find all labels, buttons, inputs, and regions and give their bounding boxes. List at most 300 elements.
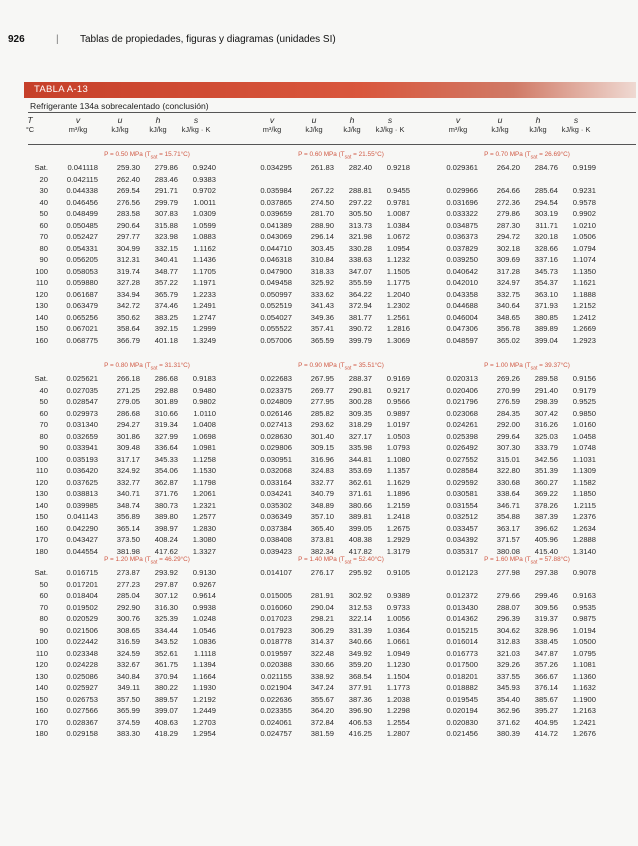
s-cell: 1.1258 bbox=[192, 454, 216, 464]
pressure-caption bbox=[442, 362, 612, 371]
s-cell: 1.2554 bbox=[386, 717, 410, 727]
u-cell: 264.66 bbox=[496, 186, 520, 195]
page-number: 926 bbox=[8, 34, 25, 45]
h-cell: 313.73 bbox=[348, 220, 372, 230]
s-cell: 1.0795 bbox=[572, 648, 596, 658]
s-cell: 1.1632 bbox=[572, 683, 596, 692]
h-cell: 360.27 bbox=[534, 477, 558, 487]
h-cell: 353.69 bbox=[348, 466, 372, 475]
s-cell: 0.9875 bbox=[572, 614, 596, 623]
s-cell: 1.0672 bbox=[386, 232, 410, 241]
v-cell: 0.029806 bbox=[260, 443, 292, 452]
pressure-label: P = 0.90 MPa (T bbox=[298, 362, 345, 369]
v-cell: 0.037829 bbox=[446, 243, 478, 253]
u-cell: 302.18 bbox=[496, 243, 520, 253]
s-cell: 1.0160 bbox=[572, 420, 596, 429]
h-cell: 385.67 bbox=[534, 694, 558, 704]
v-cell: 0.018201 bbox=[446, 671, 478, 681]
s-cell: 1.2449 bbox=[192, 706, 216, 715]
u-cell: 345.93 bbox=[496, 683, 520, 692]
header-symbol-t: T bbox=[27, 115, 33, 125]
v-cell: 0.025398 bbox=[446, 431, 478, 441]
h-cell: 321.98 bbox=[348, 232, 372, 241]
s-cell: 1.2491 bbox=[192, 301, 216, 310]
s-cell: 1.2302 bbox=[386, 301, 410, 310]
v-cell: 0.015005 bbox=[260, 591, 292, 600]
h-cell: 293.92 bbox=[154, 568, 178, 577]
u-cell: 287.30 bbox=[496, 220, 520, 230]
u-cell: 373.81 bbox=[310, 535, 334, 544]
s-cell: 1.1074 bbox=[572, 255, 596, 264]
u-cell: 350.62 bbox=[116, 312, 140, 322]
v-cell: 0.033941 bbox=[66, 443, 98, 452]
v-cell: 0.037625 bbox=[66, 477, 98, 487]
s-cell: 1.2577 bbox=[192, 512, 216, 521]
u-cell: 382.34 bbox=[310, 546, 334, 556]
h-cell: 325.39 bbox=[154, 614, 178, 623]
h-cell: 374.46 bbox=[154, 301, 178, 310]
h-cell: 301.89 bbox=[154, 397, 178, 406]
h-cell: 316.30 bbox=[154, 602, 178, 612]
u-cell: 277.98 bbox=[496, 568, 520, 577]
s-cell: 1.0110 bbox=[193, 408, 216, 418]
v-cell: 0.043427 bbox=[66, 535, 98, 544]
v-cell: 0.039985 bbox=[66, 500, 98, 510]
s-cell: 1.2669 bbox=[572, 324, 596, 333]
temperature-cell: 80 bbox=[39, 614, 48, 623]
v-cell: 0.050997 bbox=[260, 289, 292, 299]
v-cell: 0.032068 bbox=[260, 466, 292, 475]
u-cell: 308.65 bbox=[116, 625, 140, 635]
s-cell: 0.9163 bbox=[572, 591, 596, 600]
h-cell: 309.35 bbox=[348, 408, 372, 418]
u-cell: 354.40 bbox=[496, 694, 520, 704]
s-cell: 1.0661 bbox=[386, 637, 410, 646]
s-cell: 1.1896 bbox=[386, 489, 410, 498]
s-cell: 1.0794 bbox=[572, 243, 596, 253]
temperature-cell: 40 bbox=[39, 385, 48, 395]
temperature-cell: 50 bbox=[39, 579, 48, 589]
pressure-caption bbox=[256, 151, 426, 160]
h-cell: 357.22 bbox=[154, 278, 178, 287]
v-cell: 0.012372 bbox=[446, 591, 478, 600]
v-cell: 0.016715 bbox=[66, 568, 98, 577]
s-cell: 1.0949 bbox=[386, 648, 410, 658]
temperature-cell: 160 bbox=[35, 335, 48, 345]
u-cell: 277.23 bbox=[116, 579, 140, 589]
u-cell: 347.24 bbox=[310, 683, 334, 692]
u-cell: 324.97 bbox=[496, 278, 520, 287]
v-cell: 0.032659 bbox=[66, 431, 98, 441]
pressure-label: P = 0.80 MPa (T bbox=[104, 362, 151, 369]
pressure-label: P = 1.00 MPa (T bbox=[484, 362, 531, 369]
v-cell: 0.061687 bbox=[66, 289, 98, 299]
u-cell: 292.90 bbox=[116, 602, 140, 612]
sat-subscript: sat bbox=[530, 365, 538, 372]
v-cell: 0.020388 bbox=[260, 660, 292, 669]
temperature-cell: 160 bbox=[35, 706, 48, 715]
s-cell: 1.2412 bbox=[572, 312, 596, 322]
v-cell: 0.049458 bbox=[260, 278, 292, 287]
saturation-temperature: = 57.88°C) bbox=[537, 556, 570, 563]
h-cell: 307.83 bbox=[154, 209, 178, 218]
h-cell: 345.33 bbox=[154, 454, 178, 464]
v-cell: 0.065256 bbox=[66, 312, 98, 322]
h-cell: 354.37 bbox=[534, 278, 558, 287]
pressure-label: P = 0.50 MPa (T bbox=[104, 151, 151, 158]
u-cell: 365.02 bbox=[496, 335, 520, 345]
s-cell: 1.1888 bbox=[572, 289, 596, 299]
h-cell: 355.59 bbox=[348, 278, 372, 287]
v-cell: 0.018404 bbox=[66, 591, 98, 600]
s-cell: 1.1971 bbox=[192, 278, 216, 287]
u-cell: 300.76 bbox=[116, 614, 140, 623]
v-cell: 0.019545 bbox=[446, 694, 478, 704]
h-cell: 354.06 bbox=[154, 466, 178, 475]
u-cell: 318.33 bbox=[310, 266, 334, 276]
h-cell: 361.75 bbox=[154, 660, 178, 669]
s-cell: 1.2954 bbox=[192, 729, 216, 738]
temperature-cell: 110 bbox=[35, 466, 48, 475]
u-cell: 283.58 bbox=[116, 209, 140, 218]
temperature-cell: 80 bbox=[39, 243, 48, 253]
h-cell: 362.87 bbox=[154, 477, 178, 487]
s-cell: 1.0364 bbox=[386, 625, 410, 635]
h-cell: 387.39 bbox=[534, 512, 558, 521]
s-cell: 1.1621 bbox=[572, 278, 596, 287]
temperature-cell: 110 bbox=[35, 278, 48, 287]
h-cell: 302.92 bbox=[348, 591, 372, 600]
s-cell: 1.0210 bbox=[572, 220, 596, 230]
h-cell: 347.87 bbox=[534, 648, 558, 658]
h-cell: 319.34 bbox=[154, 420, 178, 429]
h-cell: 299.46 bbox=[534, 591, 558, 600]
u-cell: 324.83 bbox=[310, 466, 334, 475]
s-cell: 1.1081 bbox=[572, 660, 596, 669]
v-cell: 0.031340 bbox=[66, 420, 98, 429]
u-cell: 290.64 bbox=[116, 220, 140, 230]
s-cell: 0.9902 bbox=[572, 209, 596, 218]
u-cell: 294.72 bbox=[496, 232, 520, 241]
h-cell: 330.28 bbox=[348, 243, 372, 253]
h-cell: 351.39 bbox=[534, 466, 558, 475]
temperature-cell: 110 bbox=[35, 648, 48, 658]
temperature-cell: 130 bbox=[35, 301, 48, 310]
u-cell: 269.54 bbox=[116, 186, 140, 195]
u-cell: 337.55 bbox=[496, 671, 520, 681]
u-cell: 371.62 bbox=[496, 717, 520, 727]
pressure-label: P = 1.40 MPa (T bbox=[298, 556, 345, 563]
temperature-cell: 130 bbox=[35, 671, 48, 681]
s-cell: 1.0056 bbox=[386, 614, 410, 623]
h-cell: 390.72 bbox=[348, 324, 372, 333]
v-cell: 0.035317 bbox=[446, 546, 478, 556]
h-cell: 417.82 bbox=[348, 546, 372, 556]
h-cell: 348.77 bbox=[154, 266, 178, 276]
header-unit: m³/kg bbox=[68, 125, 88, 134]
header-unit: kJ/kg · K bbox=[375, 125, 405, 134]
u-cell: 340.71 bbox=[116, 489, 140, 498]
u-cell: 362.96 bbox=[496, 706, 520, 715]
temperature-cell: 30 bbox=[39, 186, 48, 195]
s-cell: 1.2163 bbox=[572, 706, 596, 715]
s-cell: 1.1357 bbox=[386, 466, 410, 475]
saturation-temperature: = 35.51°C) bbox=[351, 362, 384, 369]
pressure-caption bbox=[256, 556, 426, 565]
s-cell: 1.3069 bbox=[386, 335, 410, 345]
v-cell: 0.029973 bbox=[66, 408, 98, 418]
h-cell: 283.46 bbox=[154, 174, 178, 184]
s-cell: 1.0248 bbox=[192, 614, 216, 623]
u-cell: 296.14 bbox=[310, 232, 334, 241]
h-cell: 323.98 bbox=[154, 232, 178, 241]
saturation-temperature: = 21.55°C) bbox=[351, 151, 384, 158]
s-cell: 1.2159 bbox=[386, 500, 410, 510]
h-cell: 399.05 bbox=[348, 523, 372, 533]
s-cell: 1.0981 bbox=[192, 443, 216, 452]
u-cell: 329.26 bbox=[496, 660, 520, 669]
s-cell: 0.9105 bbox=[386, 568, 410, 577]
s-cell: 0.9199 bbox=[572, 163, 596, 172]
header-rule-bottom bbox=[28, 144, 636, 145]
u-cell: 292.00 bbox=[496, 420, 520, 429]
v-cell: 0.022683 bbox=[260, 374, 292, 383]
h-cell: 344.81 bbox=[348, 454, 372, 464]
v-cell: 0.052519 bbox=[260, 301, 292, 310]
v-cell: 0.018778 bbox=[260, 637, 292, 646]
temperature-cell: 160 bbox=[35, 523, 48, 533]
v-cell: 0.026492 bbox=[446, 443, 478, 452]
h-cell: 295.92 bbox=[348, 568, 372, 577]
pressure-caption bbox=[256, 362, 426, 371]
saturation-temperature: = 39.37°C) bbox=[537, 362, 570, 369]
u-cell: 365.99 bbox=[116, 706, 140, 715]
h-cell: 399.79 bbox=[348, 335, 372, 345]
h-cell: 279.86 bbox=[154, 163, 178, 172]
temperature-cell: 140 bbox=[35, 312, 48, 322]
h-cell: 297.87 bbox=[154, 579, 178, 589]
u-cell: 372.84 bbox=[310, 717, 334, 727]
v-cell: 0.027413 bbox=[260, 420, 292, 429]
v-cell: 0.036373 bbox=[446, 232, 478, 241]
saturation-temperature: = 15.71°C) bbox=[157, 151, 190, 158]
u-cell: 281.91 bbox=[310, 591, 334, 600]
h-cell: 307.42 bbox=[534, 408, 558, 418]
v-cell: 0.024228 bbox=[66, 660, 98, 669]
s-cell: 1.0748 bbox=[572, 443, 596, 452]
h-cell: 328.96 bbox=[534, 625, 558, 635]
h-cell: 284.76 bbox=[534, 163, 558, 172]
temperature-cell: 60 bbox=[39, 591, 48, 600]
header-unit: kJ/kg bbox=[491, 125, 509, 134]
h-cell: 389.81 bbox=[348, 512, 372, 521]
v-cell: 0.052427 bbox=[66, 232, 98, 241]
v-cell: 0.025086 bbox=[66, 671, 98, 681]
h-cell: 377.91 bbox=[348, 683, 372, 692]
s-cell: 1.0503 bbox=[386, 431, 410, 441]
h-cell: 294.54 bbox=[534, 197, 558, 207]
v-cell: 0.030951 bbox=[260, 454, 292, 464]
v-cell: 0.034295 bbox=[260, 163, 292, 172]
h-cell: 285.64 bbox=[534, 186, 558, 195]
u-cell: 322.48 bbox=[310, 648, 334, 658]
u-cell: 304.62 bbox=[496, 625, 520, 635]
header-symbol: v bbox=[269, 115, 275, 125]
s-cell: 1.2816 bbox=[386, 324, 410, 333]
u-cell: 259.30 bbox=[116, 163, 140, 172]
temperature-cell: Sat. bbox=[34, 163, 48, 172]
u-cell: 315.01 bbox=[496, 454, 520, 464]
v-cell: 0.024261 bbox=[446, 420, 478, 429]
v-cell: 0.016060 bbox=[260, 602, 292, 612]
h-cell: 288.37 bbox=[348, 374, 372, 383]
u-cell: 284.35 bbox=[496, 408, 520, 418]
u-cell: 341.43 bbox=[310, 301, 334, 310]
h-cell: 401.18 bbox=[154, 335, 178, 345]
s-cell: 1.0408 bbox=[192, 420, 216, 429]
v-cell: 0.055522 bbox=[260, 324, 292, 333]
v-cell: 0.025927 bbox=[66, 683, 98, 692]
u-cell: 301.40 bbox=[310, 431, 334, 441]
s-cell: 0.9217 bbox=[386, 385, 410, 395]
h-cell: 340.66 bbox=[348, 637, 372, 646]
v-cell: 0.050485 bbox=[66, 220, 98, 230]
header-unit: kJ/kg bbox=[111, 125, 129, 134]
v-cell: 0.020529 bbox=[66, 614, 98, 623]
h-cell: 399.07 bbox=[154, 706, 178, 715]
h-cell: 288.81 bbox=[348, 186, 372, 195]
h-cell: 414.72 bbox=[534, 729, 558, 738]
s-cell: 1.3140 bbox=[572, 546, 596, 556]
u-cell: 267.95 bbox=[310, 374, 334, 383]
v-cell: 0.017923 bbox=[260, 625, 292, 635]
s-cell: 1.2038 bbox=[386, 694, 410, 704]
pressure-caption bbox=[62, 151, 232, 160]
s-cell: 1.1773 bbox=[386, 683, 410, 692]
u-cell: 309.69 bbox=[496, 255, 520, 264]
s-cell: 0.9614 bbox=[192, 591, 216, 600]
s-cell: 0.9938 bbox=[192, 602, 216, 612]
v-cell: 0.020313 bbox=[446, 374, 478, 383]
s-cell: 1.1504 bbox=[386, 671, 410, 681]
temperature-cell: 90 bbox=[39, 255, 48, 264]
u-cell: 306.29 bbox=[310, 625, 334, 635]
temperature-cell: Sat. bbox=[34, 568, 48, 577]
s-cell: 1.2418 bbox=[386, 512, 410, 521]
u-cell: 380.08 bbox=[496, 546, 520, 556]
h-cell: 282.40 bbox=[348, 163, 372, 172]
h-cell: 303.19 bbox=[534, 209, 558, 218]
h-cell: 331.39 bbox=[348, 625, 372, 635]
v-cell: 0.046456 bbox=[66, 197, 98, 207]
h-cell: 327.99 bbox=[154, 431, 178, 441]
v-cell: 0.012123 bbox=[446, 568, 478, 577]
u-cell: 381.59 bbox=[310, 729, 334, 738]
v-cell: 0.048597 bbox=[446, 335, 478, 345]
s-cell: 1.1394 bbox=[192, 660, 216, 669]
u-cell: 301.86 bbox=[116, 431, 140, 441]
s-cell: 1.2888 bbox=[572, 535, 596, 544]
h-cell: 340.41 bbox=[154, 255, 178, 264]
h-cell: 298.39 bbox=[534, 397, 558, 406]
s-cell: 1.3080 bbox=[192, 535, 216, 544]
s-cell: 0.9130 bbox=[192, 568, 216, 577]
temperature-cell: 90 bbox=[39, 625, 48, 635]
temperature-cell: 150 bbox=[35, 324, 48, 333]
u-cell: 285.82 bbox=[310, 408, 334, 418]
u-cell: 269.26 bbox=[496, 374, 520, 383]
u-cell: 277.95 bbox=[310, 397, 334, 406]
s-cell: 1.1080 bbox=[386, 454, 410, 464]
s-cell: 1.2675 bbox=[386, 523, 410, 533]
u-cell: 288.90 bbox=[310, 220, 334, 230]
v-cell: 0.068775 bbox=[66, 335, 98, 345]
s-cell: 1.2923 bbox=[572, 335, 596, 345]
s-cell: 0.9218 bbox=[386, 163, 410, 172]
v-cell: 0.026146 bbox=[260, 408, 292, 418]
sat-subscript: sat bbox=[344, 154, 352, 161]
s-cell: 1.1850 bbox=[572, 489, 596, 498]
h-cell: 389.89 bbox=[534, 324, 558, 333]
u-cell: 288.07 bbox=[496, 602, 520, 612]
u-cell: 348.74 bbox=[116, 500, 140, 510]
s-cell: 1.1118 bbox=[193, 648, 216, 658]
header-symbol: h bbox=[155, 115, 161, 125]
v-cell: 0.059880 bbox=[66, 278, 98, 287]
temperature-cell: 150 bbox=[35, 512, 48, 521]
u-cell: 365.59 bbox=[310, 335, 334, 345]
s-cell: 0.9240 bbox=[192, 163, 216, 172]
u-cell: 366.79 bbox=[116, 335, 140, 345]
u-cell: 316.96 bbox=[310, 454, 334, 464]
v-cell: 0.014107 bbox=[260, 568, 292, 577]
u-cell: 276.59 bbox=[496, 397, 520, 406]
u-cell: 319.74 bbox=[116, 266, 140, 276]
s-cell: 1.0883 bbox=[192, 232, 216, 241]
temperature-cell: 120 bbox=[35, 660, 48, 669]
h-cell: 310.66 bbox=[154, 408, 178, 418]
s-cell: 0.9183 bbox=[192, 374, 216, 383]
v-cell: 0.038408 bbox=[260, 535, 292, 544]
u-cell: 346.71 bbox=[496, 500, 520, 510]
s-cell: 1.0500 bbox=[572, 637, 596, 646]
separator: | bbox=[56, 34, 59, 45]
s-cell: 1.2152 bbox=[572, 301, 596, 310]
v-cell: 0.021155 bbox=[260, 671, 292, 681]
v-cell: 0.016773 bbox=[446, 648, 478, 658]
h-cell: 371.76 bbox=[154, 489, 178, 498]
temperature-cell: 140 bbox=[35, 683, 48, 692]
h-cell: 292.88 bbox=[154, 385, 178, 395]
v-cell: 0.039659 bbox=[260, 209, 292, 218]
s-cell: 1.2999 bbox=[192, 324, 216, 333]
s-cell: 1.2040 bbox=[386, 289, 410, 299]
saturation-temperature: = 26.69°C) bbox=[537, 151, 570, 158]
h-cell: 349.92 bbox=[348, 648, 372, 658]
v-cell: 0.028367 bbox=[66, 717, 98, 727]
v-cell: 0.067021 bbox=[66, 324, 98, 333]
v-cell: 0.028630 bbox=[260, 431, 292, 441]
v-cell: 0.017500 bbox=[446, 660, 478, 669]
v-cell: 0.024061 bbox=[260, 717, 292, 727]
h-cell: 327.17 bbox=[348, 431, 372, 441]
u-cell: 324.92 bbox=[116, 466, 140, 475]
v-cell: 0.057006 bbox=[260, 335, 292, 345]
h-cell: 338.45 bbox=[534, 637, 558, 646]
h-cell: 334.44 bbox=[154, 625, 178, 635]
pressure-label: P = 1.20 MPa (T bbox=[104, 556, 151, 563]
s-cell: 0.9078 bbox=[572, 568, 596, 577]
